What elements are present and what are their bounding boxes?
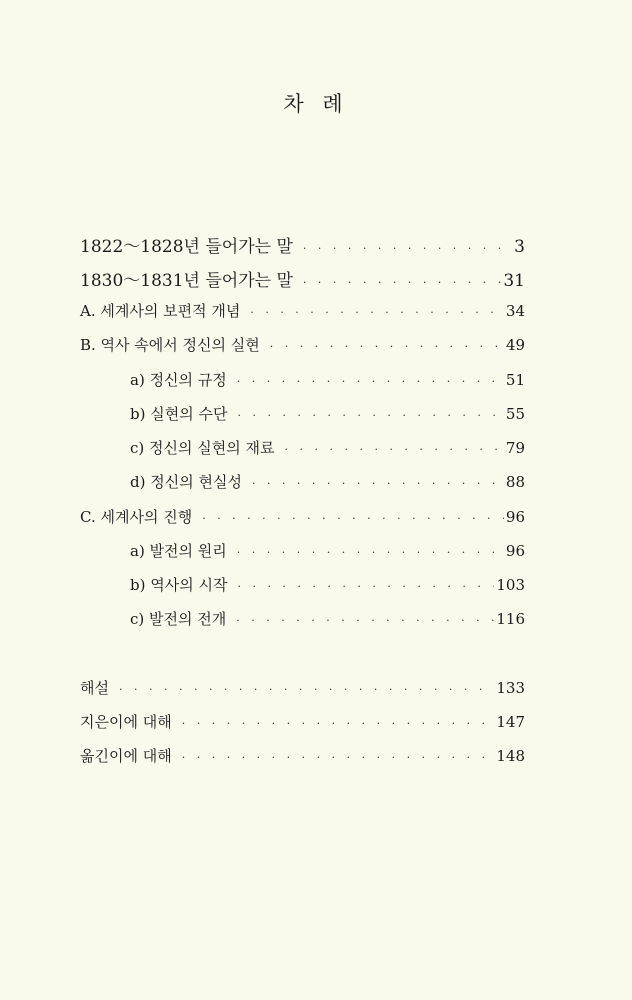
toc-entry-label: 1822～1828년 들어가는 말 [80,237,293,257]
toc-entry-label: b) 역사의 시작 [130,576,228,594]
toc-entry [80,506,525,532]
toc-entry-label: C. 세계사의 진행 [80,508,193,526]
toc-entry-page: 116 [496,610,525,628]
toc-leader-dots [237,580,494,593]
toc-leader-dots [303,276,501,289]
toc-entry-label: 1830～1831년 들어가는 말 [80,271,293,291]
toc-entry-label: c) 정신의 실현의 재료 [130,439,275,457]
toc-entry-label: A. 세계사의 보편적 개념 [80,302,241,320]
toc-entry-label: B. 역사 속에서 정신의 실현 [80,336,260,354]
toc-entry-label: a) 발전의 원리 [130,542,227,560]
toc-entry [130,574,525,600]
toc-entry-page: 3 [514,237,525,257]
toc-entry-label: 옮긴이에 대해 [80,747,172,765]
toc-entry-label: 지은이에 대해 [80,713,172,731]
toc-entry-label: a) 정신의 규정 [130,371,227,389]
toc-leader-dots [303,242,512,255]
toc-leader-dots [182,751,495,764]
toc-entry-page: 79 [505,439,525,457]
toc-leader-dots [250,306,504,319]
toc-leader-dots [252,477,504,490]
toc-entry-page: 34 [505,302,525,320]
toc-entry [80,266,525,292]
toc-entry-page: 103 [496,576,525,594]
toc-leader-dots [237,409,503,422]
toc-leader-dots [237,375,504,388]
toc-entry-page: 148 [496,747,525,765]
toc-entry-page: 31 [503,271,525,291]
toc-entry-label: c) 발전의 전개 [130,610,227,628]
toc-entry-page: 49 [505,336,525,354]
toc-entry [130,540,525,566]
toc-entry [80,232,525,258]
toc-entry [80,300,525,326]
toc-entry [80,711,525,737]
toc-entry-label: d) 정신의 현실성 [130,473,242,491]
toc-leader-dots [182,717,495,730]
toc-entry [80,334,525,360]
toc-entry [80,677,525,703]
toc-leader-dots [119,683,494,696]
toc-entry [130,471,525,497]
toc-leader-dots [237,546,504,559]
toc-entry [130,403,525,429]
toc-entry-page: 88 [505,473,525,491]
toc-entry-page: 96 [505,508,525,526]
toc-leader-dots [270,340,504,353]
toc-entry [130,608,525,634]
toc-entry-page: 96 [505,542,525,560]
toc-entry [130,437,525,463]
toc-entry-page: 147 [496,713,525,731]
page-title: 차 례 [283,92,349,116]
toc-leader-dots [202,512,504,525]
toc-entry [130,369,525,395]
toc-entry-label: 해설 [80,679,109,697]
toc-leader-dots [284,443,503,456]
toc-entry-page: 51 [505,371,525,389]
toc-entry-page: 55 [505,405,525,423]
toc-entry [80,745,525,771]
toc-entry-label: b) 실현의 수단 [130,405,228,423]
toc-entry-page: 133 [496,679,525,697]
toc-leader-dots [236,614,494,627]
